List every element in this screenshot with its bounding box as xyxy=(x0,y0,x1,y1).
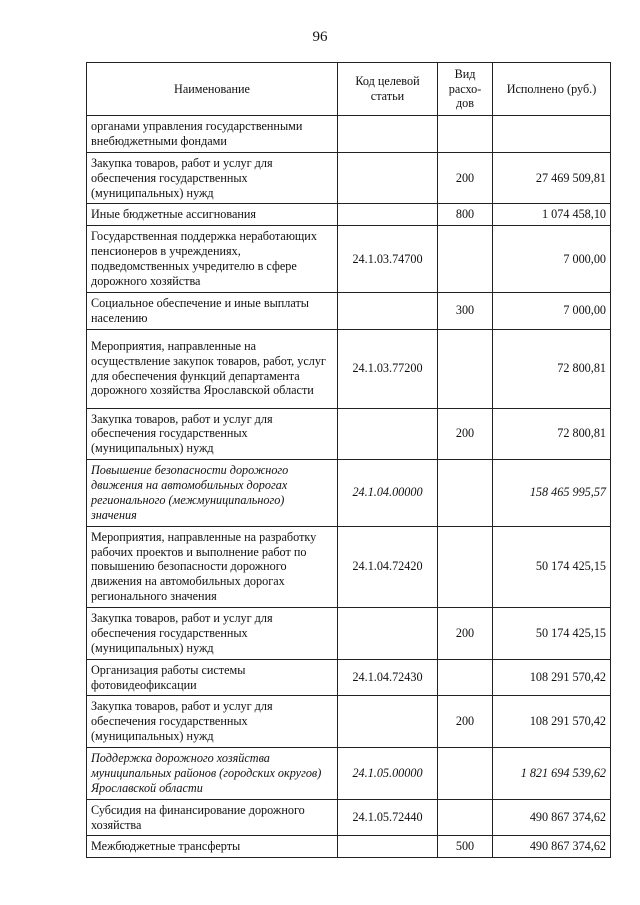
row-expense-type xyxy=(438,460,493,527)
row-code: 24.1.05.72440 xyxy=(338,799,438,836)
header-code: Код целевой статьи xyxy=(338,63,438,116)
row-code xyxy=(338,408,438,460)
row-code xyxy=(338,836,438,858)
header-expense-type: Вид расхо-дов xyxy=(438,63,493,116)
row-amount: 1 074 458,10 xyxy=(493,204,611,226)
row-amount: 158 465 995,57 xyxy=(493,460,611,527)
table-row xyxy=(87,659,611,696)
row-name: Закупка товаров, работ и услуг для обеспечения государственных (муниципальных) нужд xyxy=(87,152,338,204)
table-row xyxy=(87,696,611,748)
row-amount: 50 174 425,15 xyxy=(493,608,611,660)
row-amount: 7 000,00 xyxy=(493,292,611,329)
row-expense-type xyxy=(438,659,493,696)
row-amount: 1 821 694 539,62 xyxy=(493,748,611,800)
row-expense-type: 300 xyxy=(438,292,493,329)
table-header-row xyxy=(87,63,611,116)
row-name: Мероприятия, направленные на осуществление закупок товаров, работ, услуг для обеспечения функций департамента дорожного хозяйства Ярославской области xyxy=(87,329,338,408)
row-amount: 72 800,81 xyxy=(493,329,611,408)
row-name: Государственная поддержка неработающих пенсионеров в учреждениях, подведомственных учредителю в сфере дорожного хозяйства xyxy=(87,226,338,293)
table-row xyxy=(87,292,611,329)
row-name: Закупка товаров, работ и услуг для обеспечения государственных (муниципальных) нужд xyxy=(87,608,338,660)
row-name: Закупка товаров, работ и услуг для обеспечения государственных (муниципальных) нужд xyxy=(87,696,338,748)
row-name: Повышение безопасности дорожного движения на автомобильных дорогах регионального (межмуниципального) значения xyxy=(87,460,338,527)
row-name: Закупка товаров, работ и услуг для обеспечения государственных (муниципальных) нужд xyxy=(87,408,338,460)
row-expense-type xyxy=(438,748,493,800)
table-row xyxy=(87,152,611,204)
row-amount: 7 000,00 xyxy=(493,226,611,293)
row-name: Поддержка дорожного хозяйства муниципальных районов (городских округов) Ярославской области xyxy=(87,748,338,800)
row-name: Социальное обеспечение и иные выплаты населению xyxy=(87,292,338,329)
row-code: 24.1.03.74700 xyxy=(338,226,438,293)
table-row xyxy=(87,799,611,836)
table-row xyxy=(87,460,611,527)
row-expense-type: 200 xyxy=(438,696,493,748)
table-row xyxy=(87,408,611,460)
table-row xyxy=(87,526,611,607)
row-expense-type xyxy=(438,226,493,293)
row-code: 24.1.04.72430 xyxy=(338,659,438,696)
row-code xyxy=(338,292,438,329)
table-row xyxy=(87,329,611,408)
budget-execution-table xyxy=(86,62,611,858)
row-name: Субсидия на финансирование дорожного хозяйства xyxy=(87,799,338,836)
row-expense-type: 200 xyxy=(438,152,493,204)
row-code xyxy=(338,116,438,153)
row-code xyxy=(338,608,438,660)
row-code: 24.1.05.00000 xyxy=(338,748,438,800)
row-amount xyxy=(493,116,611,153)
row-amount: 27 469 509,81 xyxy=(493,152,611,204)
row-amount: 490 867 374,62 xyxy=(493,836,611,858)
row-name: Мероприятия, направленные на разработку рабочих проектов и выполнение работ по повышению безопасности дорожного движения на автомобильных дорогах регионального значения xyxy=(87,526,338,607)
row-expense-type: 200 xyxy=(438,608,493,660)
row-expense-type: 200 xyxy=(438,408,493,460)
row-amount: 108 291 570,42 xyxy=(493,659,611,696)
row-amount: 50 174 425,15 xyxy=(493,526,611,607)
header-amount: Исполнено (руб.) xyxy=(493,63,611,116)
row-expense-type xyxy=(438,526,493,607)
table-row xyxy=(87,226,611,293)
row-code: 24.1.03.77200 xyxy=(338,329,438,408)
row-expense-type xyxy=(438,329,493,408)
row-code: 24.1.04.72420 xyxy=(338,526,438,607)
table-row xyxy=(87,748,611,800)
row-code xyxy=(338,152,438,204)
row-expense-type xyxy=(438,799,493,836)
page-number: 96 xyxy=(312,29,328,45)
table-row xyxy=(87,116,611,153)
row-amount: 108 291 570,42 xyxy=(493,696,611,748)
row-amount: 72 800,81 xyxy=(493,408,611,460)
table-row xyxy=(87,204,611,226)
row-code xyxy=(338,696,438,748)
row-name: Межбюджетные трансферты xyxy=(87,836,338,858)
table-row xyxy=(87,836,611,858)
row-expense-type xyxy=(438,116,493,153)
row-amount: 490 867 374,62 xyxy=(493,799,611,836)
table-row xyxy=(87,608,611,660)
row-name: органами управления государственными внебюджетными фондами xyxy=(87,116,338,153)
row-expense-type: 500 xyxy=(438,836,493,858)
row-name: Организация работы системы фотовидеофиксации xyxy=(87,659,338,696)
row-expense-type: 800 xyxy=(438,204,493,226)
header-name: Наименование xyxy=(87,63,338,116)
row-code xyxy=(338,204,438,226)
row-code: 24.1.04.00000 xyxy=(338,460,438,527)
row-name: Иные бюджетные ассигнования xyxy=(87,204,338,226)
